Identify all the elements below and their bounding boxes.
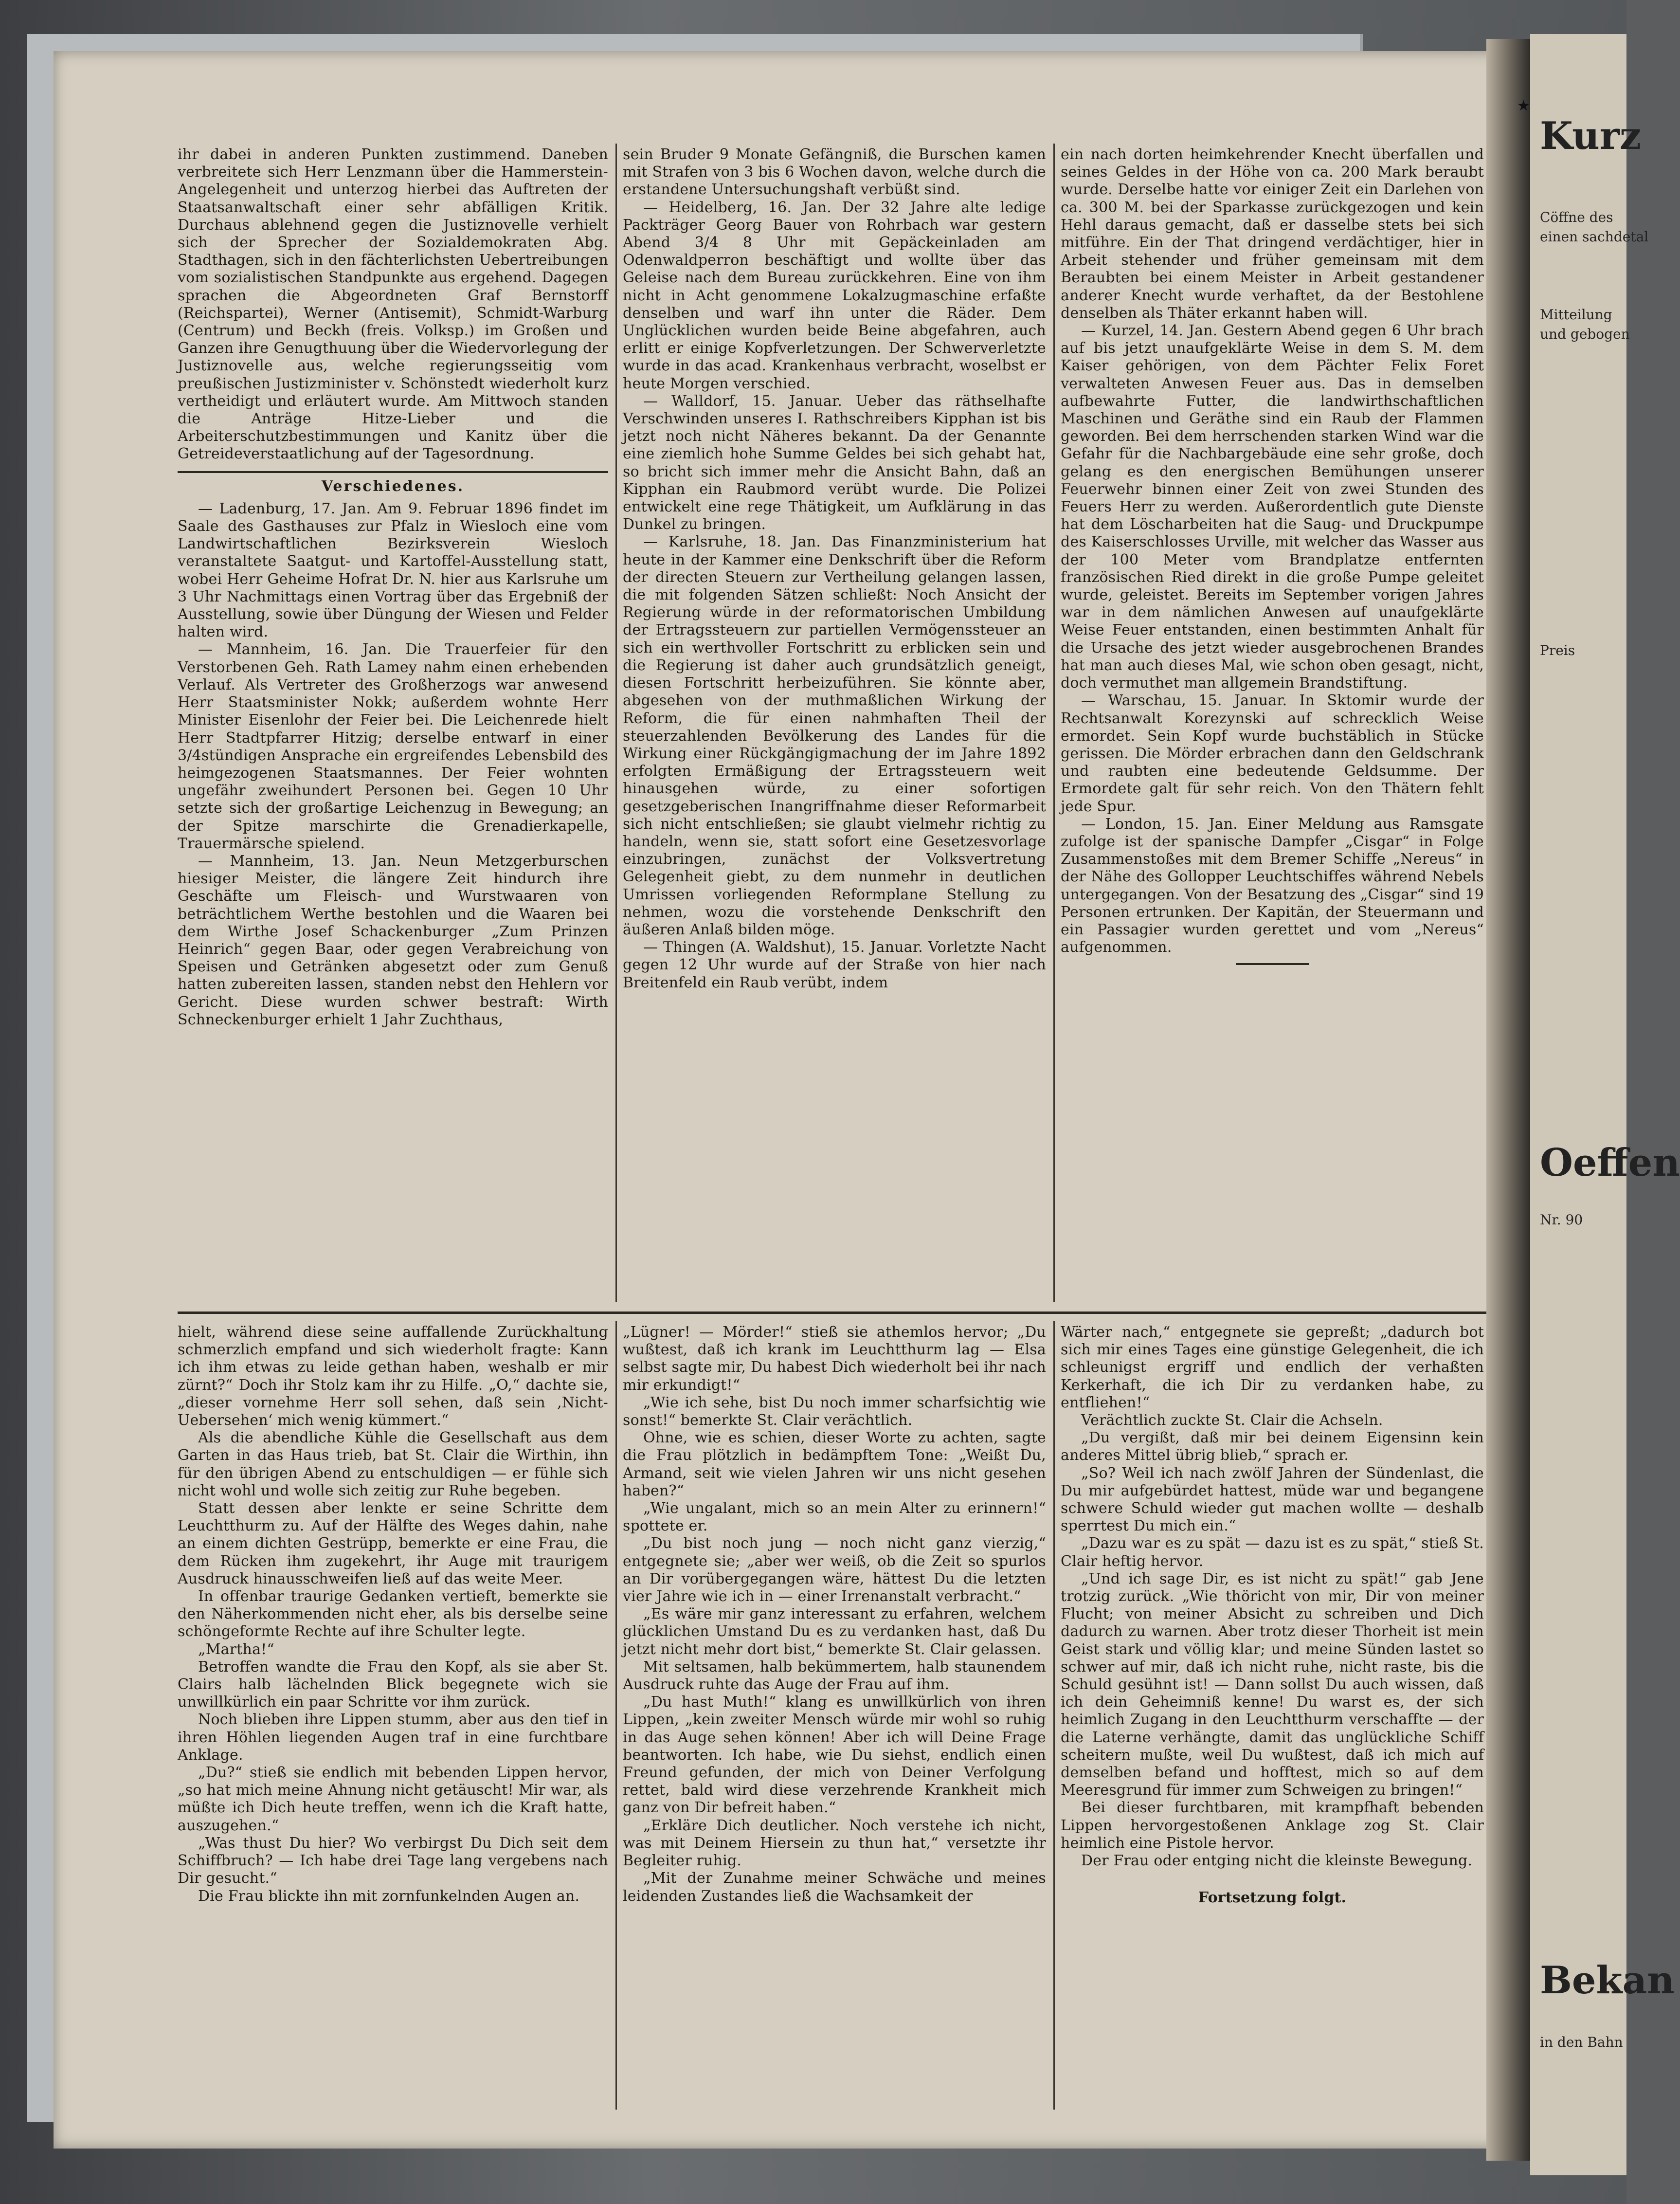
news-paragraph: — Warschau, 15. Januar. In Sktomir wurde der Rechtsanwalt Korezynski auf schrecklich Weise ermordet. Sein Kopf wurde buchstäblich in Stücke gerissen. Die Mörder erbrachen dann den Geldschrank und raubten eine bedeutende Geldsumme. Der Ermordete galt für sehr reich. Von den Thätern fehlt jede Spur.	[1061, 692, 1484, 815]
news-paragraph: — Walldorf, 15. Januar. Ueber das räthselhafte Verschwinden unseres I. Rathschreibers Kipphan ist bis jetzt noch nicht Näheres bekannt. Da der Genannte eine ziemlich hohe Summe Geldes bei sich gehabt hat, so bricht sich immer mehr die Ansicht Bahn, daß an Kipphan ein Raubmord verübt wurde. Die Polizei entwickelt eine rege Thätigkeit, um Aufklärung in das Dunkel zu bringen.	[623, 392, 1046, 533]
story-paragraph: „Erkläre Dich deutlicher. Noch verstehe ich nicht, was mit Deinem Hiersein zu thun hat,“ versetzte ihr Begleiter ruhig.	[623, 1817, 1046, 1870]
facing-page-fragment	[1530, 34, 1680, 2175]
section-heading: Verschiedenes.	[321, 477, 465, 495]
facing-page-text: Mitteilung	[1540, 307, 1612, 323]
facing-page-text: Kurz	[1540, 114, 1642, 158]
facing-page-text: einen sachdetal	[1540, 229, 1649, 245]
story-paragraph: „Lügner! — Mörder!“ stieß sie athemlos hervor; „Du wußtest, daß ich krank im Leuchtthurm lag — Elsa selbst sagte mir, Du habest Dich wiederholt bei ihr nach mir erkundigt!“	[623, 1324, 1046, 1394]
story-paragraph: „Und ich sage Dir, es ist nicht zu spät!“ gab Jene trotzig zurück. „Wie thöricht von mir, Dir von meiner Flucht; von meiner Absicht zu schreiben und Dich dadurch zu warnen. Aber trotz dieser Thorheit ist mein Geist stark und völlig klar; und meine Sünden lastet so schwer auf mir, daß ich nicht ruhe, nicht raste, bis die Schuld gesühnt ist! — Dann sollst Du auch wissen, daß ich dein Geheimniß kenne! Du warst es, der sich heimlich Zugang in den Leuchtthurm verschaffte — der die Laterne verhängte, damit das unglückliche Schiff scheitern mußte, weil Du wußtest, daß ich mich auf demselben befand und hofftest, mich so auf dem Meeresgrund für immer zum Schweigen zu bringen!“	[1061, 1570, 1484, 1799]
story-paragraph: „Es wäre mir ganz interessant zu erfahren, welchem glücklichen Umstand Du es zu verdanken hast, daß Du jetzt nicht mehr dort bist,“ bemerkte St. Clair gelassen.	[623, 1605, 1046, 1658]
story-column-3	[1061, 1324, 1484, 1907]
news-paragraph: — Kurzel, 14. Jan. Gestern Abend gegen 6 Uhr brach auf bis jetzt unaufgeklärte Weise in dem S. M. dem Kaiser gehörigen, von dem Pächter Felix Foret verwalteten Anwesen Feuer aus. Das in demselben aufbewahrte Futter, die landwirthschaftlichen Maschinen und Geräthe sind ein Raub der Flammen geworden. Bei dem herrschenden starken Wind war die Gefahr für die Nachbargebäude eine sehr große, doch gelang es den energischen Bemühungen unserer Feuerwehr binnen einer Zeit von zwei Stunden des Feuers Herr zu werden. Außerordentlich gute Dienste hat dem Löscharbeiten hat die Saug- und Druckpumpe des Kaiserschlosses Urville, mit welcher das Wasser aus der 100 Meter vom Brandplatze entfernten französischen Ried direkt in die große Pumpe geleitet wurde, geleistet. Bereits im September vorigen Jahres war in dem nämlichen Anwesen auf unaufgeklärte Weise Feuer entstanden, einen bestimmten Anhalt für die Ursache des jetzt wieder ausgebrochenen Brandes hat man auch dieses Mal, wie schon oben gesagt, nicht, doch vermuthet man allgemein Brandstiftung.	[1061, 322, 1484, 692]
star-mark-icon: ★	[1517, 97, 1530, 114]
story-paragraph: Ohne, wie es schien, dieser Worte zu achten, sagte die Frau plötzlich in bedämpftem Tone: „Weißt Du, Armand, seit wie vielen Jahren wir uns nicht gesehen haben?“	[623, 1429, 1046, 1499]
story-paragraph: In offenbar traurige Gedanken vertieft, bemerkte sie den Näherkommenden nicht eher, als bis derselbe seine schöngeformte Rechte auf ihre Schulter legte.	[178, 1588, 608, 1640]
column-divider	[1053, 1321, 1055, 2110]
column-divider	[615, 1321, 617, 2110]
story-paragraph: Verächtlich zuckte St. Clair die Achseln.	[1081, 1412, 1383, 1429]
facing-page-text: Bekan	[1540, 1958, 1675, 2003]
news-column-2	[623, 146, 1046, 992]
story-paragraph: Als die abendliche Kühle die Gesellschaft aus dem Garten in das Haus trieb, bat St. Clair die Wirthin, ihn für den übrigen Abend zu entschuldigen — er fühle sich nicht wohl und wolle sich zeitig zur Ruhe begeben.	[178, 1429, 608, 1499]
news-paragraph: — Thingen (A. Waldshut), 15. Januar. Vorletzte Nacht gegen 12 Uhr wurde auf der Straße von hier nach Breitenfeld ein Raub verübt, indem	[623, 939, 1046, 991]
story-paragraph: „Was thust Du hier? Wo verbirgst Du Dich seit dem Schiffbruch? — Ich habe drei Tage lang vergebens nach Dir gesucht.“	[178, 1834, 608, 1887]
news-paragraph: — Mannheim, 16. Jan. Die Trauerfeier für den Verstorbenen Geh. Rath Lamey nahm einen erhebenden Verlauf. Als Vertreter des Großherzogs war anwesend Herr Staatsminister Nokk; außerdem wohnte Herr Minister Eisenlohr der Feier bei. Die Leichenrede hielt Herr Stadtpfarrer Hitzig; derselbe entwarf in einer 3/4stündigen Ansprache ein ergreifendes Lebensbild des heimgezogenen Staatsmannes. Der Feier wohnten ungefähr zweihundert Personen bei. Gegen 10 Uhr setzte sich der großartige Leichenzug in Bewegung; an der Spitze marschirte die Grenadierkapelle, Trauermärsche spielend.	[178, 641, 608, 852]
story-paragraph: hielt, während diese seine auffallende Zurückhaltung schmerzlich empfand und sich wiederholt fragte: Kann ich ihm etwas zu leide gethan haben, weshalb er mir zürnt?“ Doch ihr Stolz kam ihr zu Hilfe. „O,“ dachte sie, „dieser vornehme Herr soll sehen, daß sein ‚Nicht-Uebersehen‘ mich wenig kümmert.“	[178, 1324, 608, 1429]
story-paragraph: Wärter nach,“ entgegnete sie gepreßt; „dadurch bot sich mir eines Tages eine günstige Gelegenheit, die ich schleunigst ergriff und endlich der verhaßten Kerkerhaft, die ich Dir zu verdanken habe, zu entfliehen!“	[1061, 1324, 1484, 1411]
story-paragraph: Mit seltsamen, halb bekümmertem, halb staunendem Ausdruck ruhte das Auge der Frau auf ihm.	[623, 1658, 1046, 1694]
column-divider	[615, 144, 617, 1302]
facing-page-text: Oeffen	[1540, 1141, 1680, 1185]
story-paragraph: „Martha!“	[198, 1640, 274, 1658]
book-gutter	[1486, 39, 1530, 2161]
story-paragraph: „Dazu war es zu spät — dazu ist es zu spät,“ stieß St. Clair heftig hervor.	[1061, 1535, 1484, 1570]
newspaper-page	[54, 51, 1528, 2149]
story-column-2	[623, 1324, 1046, 1905]
facing-page-text: Preis	[1540, 642, 1575, 658]
news-paragraph: — London, 15. Jan. Einer Meldung aus Ramsgate zufolge ist der spanische Dampfer „Cisgar“ in Folge Zusammenstoßes mit dem Bremer Schiffe „Nereus“ in der Nähe des Gollopper Leuchtschiffes während Nebels untergegangen. Von der Besatzung des „Cisgar“ sind 19 Personen ertrunken. Der Kapitän, der Steuermann und ein Passagier wurden gerettet und vom „Nereus“ aufgenommen.	[1061, 815, 1484, 956]
news-paragraph: ein nach dorten heimkehrender Knecht überfallen und seines Geldes in der Höhe von ca. 200 Mark beraubt wurde. Derselbe hatte vor einiger Zeit ein Darlehen von ca. 300 M. bei der Sparkasse zurückgezogen und kein Hehl daraus gemacht, daß er dasselbe stets bei sich mitführe. Ein der That dringend verdächtiger, hier in Arbeit stehender und früher gemeinsam mit dem Beraubten bei einem Meister in Arbeit gestandener anderer Knecht wurde verhaftet, da der Bestohlene denselben als Thäter erkannt haben will.	[1061, 146, 1484, 322]
story-paragraph: „Du?“ stieß sie endlich mit bebenden Lippen hervor, „so hat mich meine Ahnung nicht getäuscht! Mir war, als müßte ich Dich heute treffen, wenn ich die Kraft hatte, auszugehen.“	[178, 1764, 608, 1834]
story-paragraph: Noch blieben ihre Lippen stumm, aber aus den tief in ihren Höhlen liegenden Augen traf in eine furchtbare Anklage.	[178, 1711, 608, 1764]
column-divider	[1053, 144, 1055, 1302]
facing-page-text: Nr. 90	[1540, 1212, 1583, 1228]
story-paragraph: „Mit der Zunahme meiner Schwäche und meines leidenden Zustandes ließ die Wachsamkeit der	[623, 1870, 1046, 1905]
story-paragraph: Bei dieser furchtbaren, mit krampfhaft bebenden Lippen hervorgestoßenen Anklage zog St. Clair heimlich eine Pistole hervor.	[1061, 1799, 1484, 1852]
story-paragraph: Der Frau oder entging nicht die kleinste Bewegung.	[1081, 1852, 1473, 1870]
news-paragraph: — Karlsruhe, 18. Jan. Das Finanzministerium hat heute in der Kammer eine Denkschrift über die Reform der directen Steuern zur Vertheilung gelangen lassen, die mit folgenden Sätzen schließt: Noch Ansicht der Regierung würde in der reformatorischen Umbildung der Ertragssteuern zur partiellen Vermögenssteuer an sich ein werthvoller Fortschritt zu erblicken sein und die Regierung ist daher auch grundsätzlich geneigt, diesen Fortschritt herbeizuführen. Sie könnte aber, abgesehen von der muthmaßlichen Wirkung der Reform, die für einen nahmhaften Theil der steuerzahlenden Bevölkerung des Landes für die Wirkung einer Rückgängigmachung der im Jahre 1892 erfolgten Ermäßigung der Ertragssteuern weit hinausgehen würde, zu einer sofortigen gesetzgeberischen Inangriffnahme dieser Reformarbeit sich nicht entschließen; sie glaubt vielmehr richtig zu handeln, wenn sie, statt sofort eine Gesetzesvorlage einzubringen, zunächst der Volksvertretung Gelegenheit giebt, zu dem nunmehr in deutlichen Umrissen vorliegenden Reformplane Stellung zu nehmen, wozu die vorstehende Denkschrift den äußeren Anlaß bilden möge.	[623, 533, 1046, 938]
continued-note: Fortsetzung folgt.	[1198, 1889, 1347, 1907]
section-rule	[178, 471, 608, 473]
news-paragraph: sein Bruder 9 Monate Gefängniß, die Burschen kamen mit Strafen von 3 bis 6 Wochen davon, welche durch die erstandene Untersuchungshaft verbüßt sind.	[623, 146, 1046, 199]
facing-page-text: Cöffne des	[1540, 209, 1613, 225]
story-paragraph: Statt dessen aber lenkte er seine Schritte dem Leuchtthurm zu. Auf der Hälfte des Weges dahin, nahe an einem dichten Gestrüpp, bemerkte er eine Frau, die dem Rücken ihm zugekehrt, ihr Auge mit traurigem Ausdruck hinausschweifen ließ auf das weite Meer.	[178, 1500, 608, 1587]
story-paragraph: Die Frau blickte ihn mit zornfunkelnden Augen an.	[198, 1887, 580, 1905]
news-column-3	[1061, 146, 1484, 972]
news-paragraph: — Mannheim, 13. Jan. Neun Metzgerburschen hiesiger Meister, die längere Zeit hindurch ihre Geschäfte um Fleisch- und Wurstwaaren von beträchtlichem Werthe bestohlen und die Waaren bei dem Wirthe Josef Schackenburger „Zum Prinzen Heinrich“ gegen Baar, oder gegen Verabreichung von Speisen und Getränken abgesetzt oder zum Genuß hatten zubereiten lassen, standen nebst den Hehlern vor Gericht. Diese wurden schwer bestraft: Wirth Schneckenburger erhielt 1 Jahr Zuchthaus,	[178, 852, 608, 1028]
story-paragraph: Betroffen wandte die Frau den Kopf, als sie aber St. Clairs halb lächelnden Blick begegnete wich sie unwillkürlich ein paar Schritte vor ihm zurück.	[178, 1658, 608, 1711]
facing-page-text: und gebogen	[1540, 326, 1630, 342]
story-paragraph: „Wie ich sehe, bist Du noch immer scharfsichtig wie sonst!“ bemerkte St. Clair verächtlich.	[623, 1394, 1046, 1429]
story-paragraph: „Wie ungalant, mich so an mein Alter zu erinnern!“ spottete er.	[623, 1500, 1046, 1535]
feuilleton-separator	[178, 1311, 1486, 1314]
story-paragraph: „Du vergißt, daß mir bei deinem Eigensinn kein anderes Mittel übrig blieb,“ sprach er.	[1061, 1429, 1484, 1464]
news-paragraph: — Heidelberg, 16. Jan. Der 32 Jahre alte ledige Packträger Georg Bauer von Rohrbach war gestern Abend 3/4 8 Uhr mit Gepäckeinladen am Odenwaldperron beschäftigt und wollte über das Geleise nach dem Bureau zurückkehren. Eine von ihm nicht in Acht genommene Lokalzugmaschine erfaßte denselben und warf ihn unter die Räder. Dem Unglücklichen wurden beide Beine abgefahren, auch erlitt er einige Kopfverletzungen. Der Schwerverletzte wurde in das acad. Krankenhaus verbracht, woselbst er heute Morgen verschied.	[623, 199, 1046, 392]
story-paragraph: „So? Weil ich nach zwölf Jahren der Sündenlast, die Du mir aufgebürdet hattest, müde war und begangene schwere Schuld wieder gut machen wollte — deshalb sperrtest Du mich ein.“	[1061, 1464, 1484, 1535]
facing-page-text: in den Bahn	[1540, 2034, 1623, 2050]
story-paragraph: „Du bist noch jung — noch nicht ganz vierzig,“ entgegnete sie; „aber wer weiß, ob die Zeit so spurlos an Dir vorübergegangen wäre, hättest Du die letzten vier Jahre wie ich in — einer Irrenanstalt verbracht.“	[623, 1535, 1046, 1605]
story-column-1	[178, 1324, 608, 1905]
news-paragraph: ihr dabei in anderen Punkten zustimmend. Daneben verbreitete sich Herr Lenzmann über die Hammerstein-Angelegenheit und unterzog hierbei das Auftreten der Staatsanwaltschaft einer sehr abfälligen Kritik. Durchaus ablehnend gegen die Justiznovelle verhielt sich der Sprecher der Sozialdemokraten Abg. Stadthagen, sich in den fächterlichsten Uebertreibungen vom sozialistischen Standpunkte aus ergehend. Dagegen sprachen die Abgeordneten Graf Bernstorff (Reichspartei), Werner (Antisemit), Schmidt-Warburg (Centrum) und Beckh (freis. Volksp.) im Großen und Ganzen ihre Genugthuung über die Wiedervorlegung der Justiznovelle aus, welche regierungsseitig vom preußischen Justizminister v. Schönstedt wiederholt kurz vertheidigt und erläutert wurde. Am Mittwoch standen die Anträge Hitze-Lieber und die Arbeiterschutzbestimmungen und Kanitz über die Getreideverstaatlichung auf der Tagesordnung.	[178, 146, 608, 463]
story-paragraph: „Du hast Muth!“ klang es unwillkürlich von ihren Lippen, „kein zweiter Mensch würde mir wohl so ruhig in das Auge sehen können! Aber ich will Deine Frage beantworten. Ich habe, wie Du siehst, endlich einen Freund gefunden, der mich von Deiner Verfolgung rettet, bald wird diese verzehrende Krankheit mich ganz von Dir befreit haben.“	[623, 1694, 1046, 1817]
news-column-1	[178, 146, 608, 1029]
news-paragraph: — Ladenburg, 17. Jan. Am 9. Februar 1896 findet im Saale des Gasthauses zur Pfalz in Wiesloch eine vom Landwirtschaftlichen Bezirksverein Wiesloch veranstaltete Saatgut- und Kartoffel-Ausstellung statt, wobei Herr Geheime Hofrat Dr. N. hier aus Karlsruhe um 3 Uhr Nachmittags einen Vortrag über das Ergebniß der Ausstellung, sowie über Düngung der Wiesen und Felder halten wird.	[178, 500, 608, 641]
end-rule	[1236, 963, 1309, 965]
